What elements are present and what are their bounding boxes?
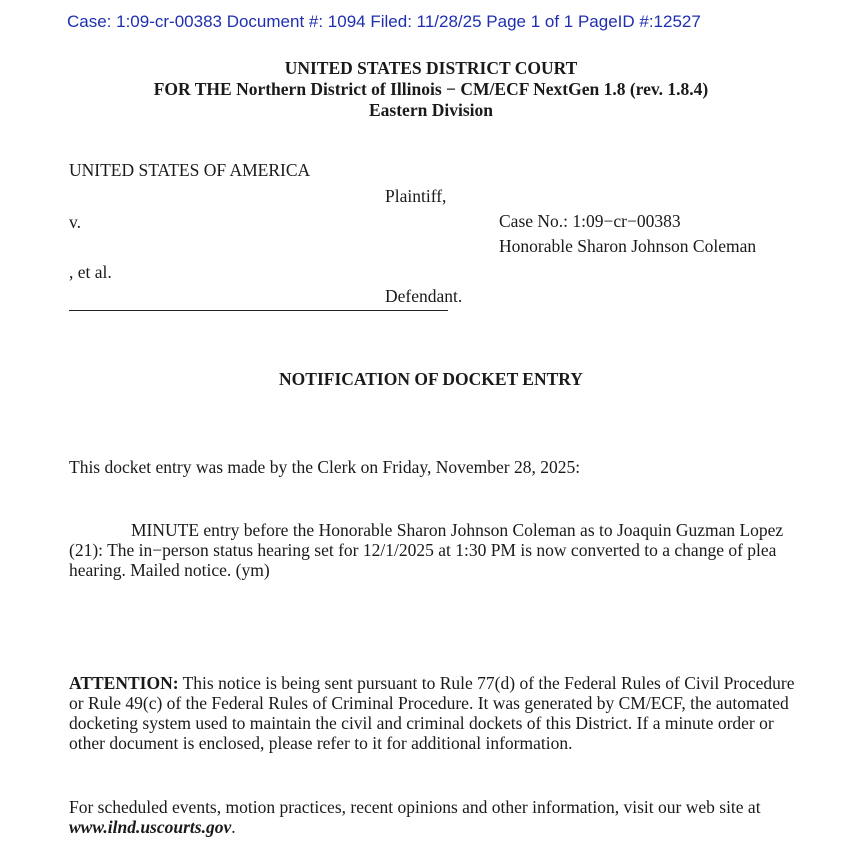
versus-label: v.	[69, 212, 81, 232]
plaintiff-name: UNITED STATES OF AMERICA	[69, 160, 311, 180]
website-link[interactable]: www.ilnd.uscourts.gov	[69, 817, 232, 837]
attention-label: ATTENTION:	[69, 673, 179, 693]
court-heading	[0, 58, 862, 121]
notice-title: NOTIFICATION OF DOCKET ENTRY	[279, 369, 583, 389]
attention-paragraph	[69, 673, 809, 753]
footer-text: For scheduled events, motion practices, recent opinions and other information, visit our web site at	[69, 797, 761, 817]
judge-name: Honorable Sharon Johnson Coleman	[499, 236, 757, 256]
defendant-label: Defendant.	[385, 286, 463, 306]
court-division: Eastern Division	[369, 100, 493, 120]
footer-end: .	[231, 817, 236, 837]
minute-entry: MINUTE entry before the Honorable Sharon Johnson Coleman as to Joaquin Guzman Lopez (21): The in−person status hearing set for 12/1/2025 at 1:30 PM is now converted to a change of plea hearing. Mailed notice. (ym)	[69, 520, 784, 580]
plaintiff-label: Plaintiff,	[385, 186, 447, 206]
footer-paragraph	[69, 797, 809, 837]
court-district: FOR THE Northern District of Illinois − CM/ECF NextGen 1.8 (rev. 1.8.4)	[153, 79, 709, 99]
entry-intro: This docket entry was made by the Clerk on Friday, November 28, 2025:	[69, 457, 581, 477]
caption-divider	[69, 310, 448, 311]
case-number: Case No.: 1:09−cr−00383	[499, 211, 681, 231]
attention-text: This notice is being sent pursuant to Rule 77(d) of the Federal Rules of Civil Procedure or Rule 49(c) of the Federal Rules of Criminal Procedure. It was generated by CM/ECF, the automated docketing system used to maintain the civil and criminal dockets of this District. If a minute order or other document is enclosed, please refer to it for additional information.	[69, 673, 795, 753]
document-header-stamp: Case: 1:09-cr-00383 Document #: 1094 Filed: 11/28/25 Page 1 of 1 PageID #:12527	[67, 12, 701, 31]
defendant-name: , et al.	[69, 262, 112, 282]
court-name: UNITED STATES DISTRICT COURT	[284, 58, 578, 78]
